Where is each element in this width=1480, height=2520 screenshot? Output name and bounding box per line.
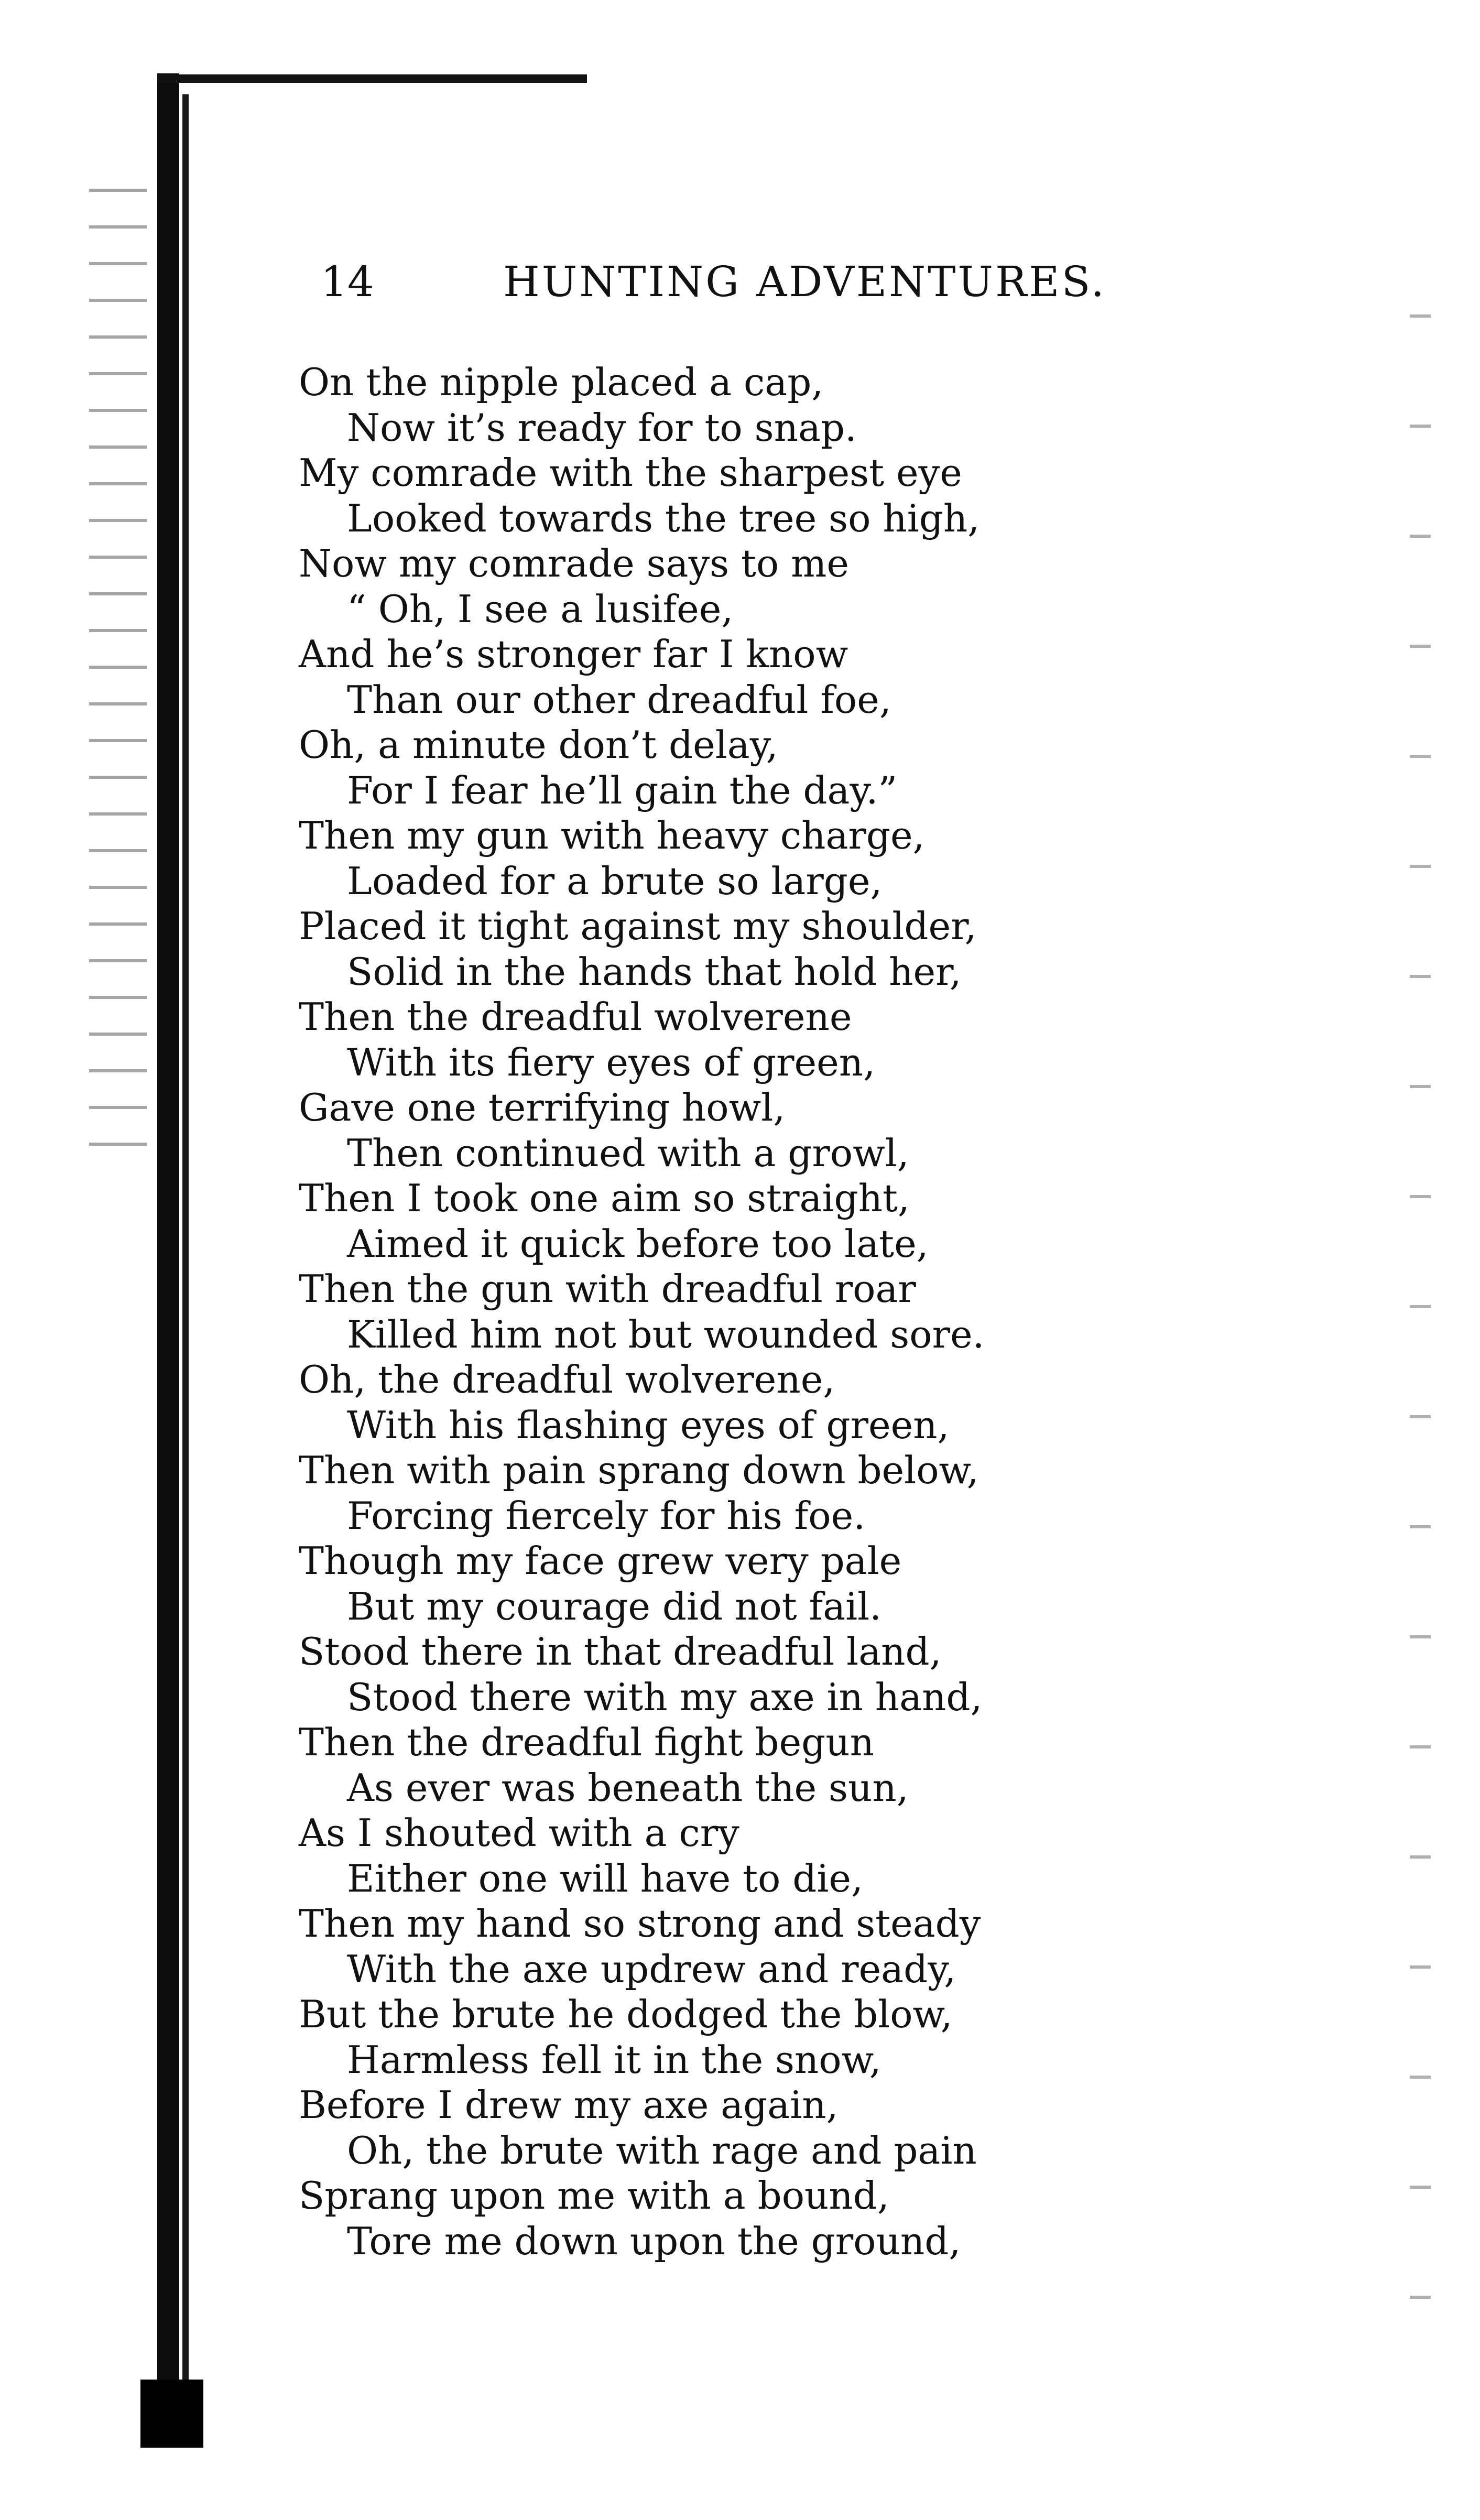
poem-line: Now my comrade says to me	[299, 541, 850, 585]
poem-line: And he’s stronger far I know	[299, 632, 848, 676]
poem-line: Before I drew my axe again,	[299, 2083, 839, 2127]
poem-line: Then the gun with dreadful roar	[299, 1267, 916, 1311]
poem-line: For I fear he’ll gain the day.”	[347, 768, 898, 812]
poem-line: Forcing fiercely for his foe.	[347, 1493, 866, 1538]
poem-line: Oh, a minute don’t delay,	[299, 723, 778, 767]
poem-line: As ever was beneath the sun,	[347, 1765, 909, 1810]
top-edge-rule	[157, 74, 587, 83]
poem-line: But the brute he dodged the blow,	[299, 1992, 953, 2036]
poem-line: Then continued with a growl,	[347, 1131, 909, 1175]
poem-line: On the nipple placed a cap,	[299, 360, 824, 404]
poem-line: Then I took one aim so straight,	[299, 1176, 910, 1220]
poem-line: Then my hand so strong and steady	[299, 1902, 981, 1946]
poem-line: With the axe updrew and ready,	[347, 1947, 956, 1991]
poem-line: Oh, the brute with rage and pain	[347, 2128, 977, 2173]
page-header	[321, 256, 1107, 308]
poem-line: With his flashing eyes of green,	[347, 1403, 950, 1447]
poem-line: Then with pain sprang down below,	[299, 1448, 979, 1492]
running-head: HUNTING ADVENTURES.	[503, 257, 1106, 306]
binding-gutter-marks	[89, 168, 147, 1164]
poem-line: Than our other dreadful foe,	[347, 677, 891, 722]
poem-line: Either one will have to die,	[347, 1856, 863, 1900]
binding-shadow	[140, 2380, 203, 2448]
poem-line: But my courage did not fail.	[347, 1584, 882, 1628]
poem-line: My comrade with the sharpest eye	[299, 451, 962, 495]
poem-line: Gave one terrifying howl,	[299, 1085, 786, 1129]
poem-line: Killed him not but wounded sore.	[347, 1312, 985, 1356]
poem-line: Sprang upon me with a bound,	[299, 2174, 889, 2218]
poem-line: Looked towards the tree so high,	[347, 496, 980, 540]
poem-line: Stood there with my axe in hand,	[347, 1675, 983, 1719]
book-binding-edge	[157, 73, 179, 2442]
poem-line: Tore me down upon the ground,	[347, 2219, 961, 2263]
poem-line: Then the dreadful fight begun	[299, 1720, 874, 1764]
poem-line: Loaded for a brute so large,	[347, 859, 883, 903]
poem-body	[299, 360, 1085, 2264]
page-number: 14	[321, 257, 374, 306]
right-page-edge-marks	[1410, 252, 1431, 2400]
poem-line: Then my gun with heavy charge,	[299, 813, 925, 857]
poem-line: With its fiery eyes of green,	[347, 1040, 875, 1084]
poem-line: As I shouted with a cry	[299, 1811, 739, 1855]
poem-line: Though my face grew very pale	[299, 1539, 902, 1583]
poem-line: Harmless fell it in the snow,	[347, 2037, 882, 2082]
poem-line: Aimed it quick before too late,	[347, 1221, 929, 1266]
poem-line: Then the dreadful wolverene	[299, 995, 852, 1039]
poem-line: Placed it tight against my shoulder,	[299, 904, 977, 948]
poem-line: Stood there in that dreadful land,	[299, 1630, 942, 1674]
poem-line: Solid in the hands that hold her,	[347, 949, 962, 994]
poem-line: Oh, the dreadful wolverene,	[299, 1357, 835, 1402]
poem-line: “ Oh, I see a lusifee,	[347, 586, 734, 631]
poem-line: Now it’s ready for to snap.	[347, 405, 857, 450]
book-binding-inner-edge	[182, 94, 189, 2432]
